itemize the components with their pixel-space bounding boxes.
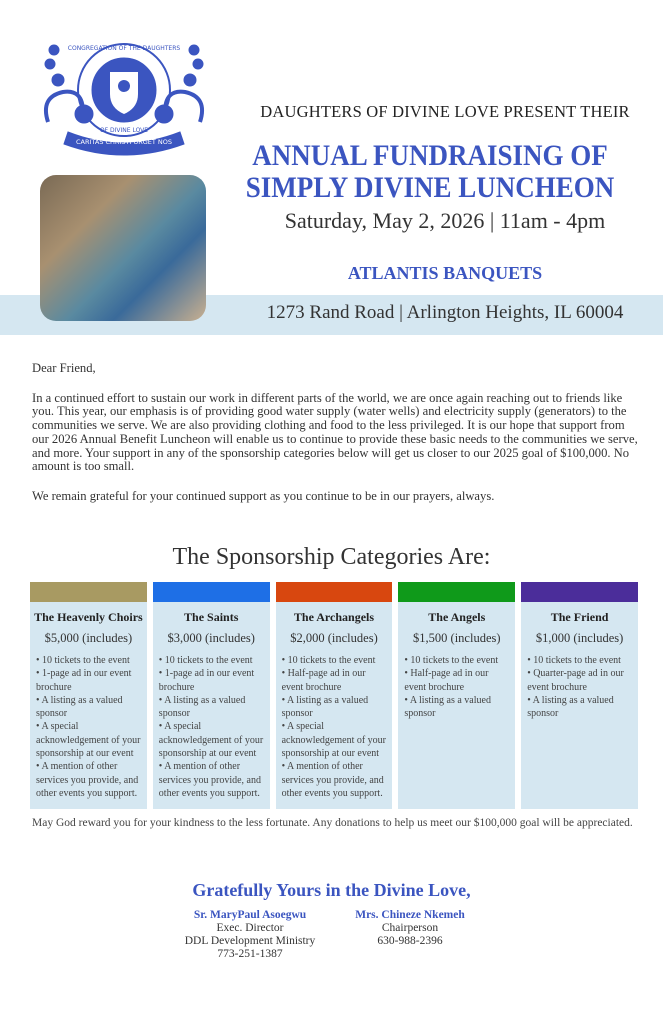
category-price: $2,000 (includes) xyxy=(290,631,378,645)
benefit: • A listing as a valued sponsor xyxy=(281,694,369,720)
benefit: • 1-page ad in our event brochure xyxy=(158,668,255,693)
signer-org: DDL Development Ministry xyxy=(184,935,316,947)
event-title xyxy=(241,140,619,204)
logo-text-top: CONGREGATION OF THE DAUGHTERS xyxy=(67,45,181,52)
benefit: • A special acknowledgement of your sponsorship at our event xyxy=(281,721,387,760)
signer-name: Mrs. Chineze Nkemeh xyxy=(355,909,465,921)
category-name: The Heavenly Choirs xyxy=(34,610,143,624)
letter-body xyxy=(32,362,640,520)
benefit: • Half-page ad in our event brochure xyxy=(404,668,489,693)
benefit: • A mention of other services you provide, and other events you support. xyxy=(158,761,261,799)
category-archangels xyxy=(276,582,393,809)
venue-address: 1273 Rand Road | Arlington Heights, IL 60004 xyxy=(266,302,624,323)
category-price: $5,000 (includes) xyxy=(44,631,133,645)
category-name: The Angels xyxy=(428,610,486,624)
signer-title: Exec. Director xyxy=(216,922,284,934)
benefit: • 10 tickets to the event xyxy=(404,655,499,666)
benefit: • 10 tickets to the event xyxy=(36,655,130,666)
benefit: • A listing as a valued sponsor xyxy=(404,694,491,720)
category-price: $1,000 (includes) xyxy=(535,631,624,645)
benefit: • A special acknowledgement of your sponsorship at our event xyxy=(36,721,141,760)
congregation-crest-logo xyxy=(38,32,210,158)
signer-name: Sr. MaryPaul Asoegwu xyxy=(193,909,307,921)
benefit: • 10 tickets to the event xyxy=(527,655,621,666)
benefit: • A mention of other services you provide, and other events you support. xyxy=(281,761,384,799)
signer-1 xyxy=(175,909,325,961)
category-name: The Friend xyxy=(550,610,609,624)
category-color-bar xyxy=(30,582,147,602)
children-meal-photo xyxy=(40,175,206,321)
benefit: • A special acknowledgement of your sponsorship at our event xyxy=(158,721,264,760)
logo-motto: CARITAS CHRISTI URGET NOS xyxy=(75,138,173,146)
venue-name: ATLANTIS BANQUETS xyxy=(347,263,543,283)
benefit: • Quarter-page ad in our event brochure xyxy=(527,668,624,693)
benefit: • Half-page ad in our event brochure xyxy=(281,668,366,693)
benefit: • 10 tickets to the event xyxy=(281,655,376,666)
letter-closing: We remain grateful for your continued support as you continue to be in our prayers, always. xyxy=(32,488,495,503)
category-saints xyxy=(153,582,270,809)
signoff-heading: Gratefully Yours in the Divine Love, xyxy=(192,880,471,900)
category-price: $3,000 (includes) xyxy=(167,631,255,645)
greeting: Dear Friend, xyxy=(32,361,96,375)
signer-2 xyxy=(340,909,480,948)
title-line-1: ANNUAL FUNDRAISING OF xyxy=(252,139,608,172)
benefit: • A mention of other services you provide, and other events you support. xyxy=(36,761,139,799)
benefit: • A listing as a valued sponsor xyxy=(527,694,614,720)
sponsorship-categories xyxy=(30,582,638,809)
event-date-time: Saturday, May 2, 2026 | 11am - 4pm xyxy=(284,208,606,233)
category-color-bar xyxy=(276,582,393,602)
category-name: The Saints xyxy=(184,610,239,624)
presents-line: DAUGHTERS OF DIVINE LOVE PRESENT THEIR xyxy=(260,102,630,121)
logo-text-bottom: OF DIVINE LOVE xyxy=(99,127,149,134)
category-color-bar xyxy=(521,582,638,602)
category-name: The Archangels xyxy=(293,610,375,624)
benefit: • 10 tickets to the event xyxy=(158,655,253,666)
category-color-bar xyxy=(398,582,515,602)
sponsorship-title: The Sponsorship Categories Are: xyxy=(172,544,491,570)
benefit: • A listing as a valued sponsor xyxy=(36,694,123,720)
signer-phone: 773-251-1387 xyxy=(217,948,283,960)
category-angels xyxy=(398,582,515,809)
category-price: $1,500 (includes) xyxy=(413,631,501,645)
letter-paragraph: In a continued effort to sustain our work in different parts of the world, we are once again reaching out to friends like you. This year, our emphasis is of providing good water supply (water wells) and electricity supply (generators) to the communities we serve. We are also providing clothing and food to the less privileged. It is our hope that support from our 2026 Annual Benefit Luncheon will enable us to continue to provide these basic needs to the communities we serve, and more. Your support in any of the sponsorship categories below will get us closer to our 2025 goal of $100,000. No amount is too small. xyxy=(32,390,638,474)
category-heavenly-choirs xyxy=(30,582,147,809)
signer-title: Chairperson xyxy=(381,922,439,934)
benefit: • A listing as a valued sponsor xyxy=(158,694,246,720)
title-line-2: SIMPLY DIVINE LUNCHEON xyxy=(245,171,615,204)
donation-note: May God reward you for your kindness to the less fortunate. Any donations to help us meet our $100,000 goal will be appreciated. xyxy=(32,817,633,829)
benefit: • 1-page ad in our event brochure xyxy=(36,668,132,693)
category-friend xyxy=(521,582,638,809)
signer-phone: 630-988-2396 xyxy=(377,935,443,947)
category-color-bar xyxy=(153,582,270,602)
